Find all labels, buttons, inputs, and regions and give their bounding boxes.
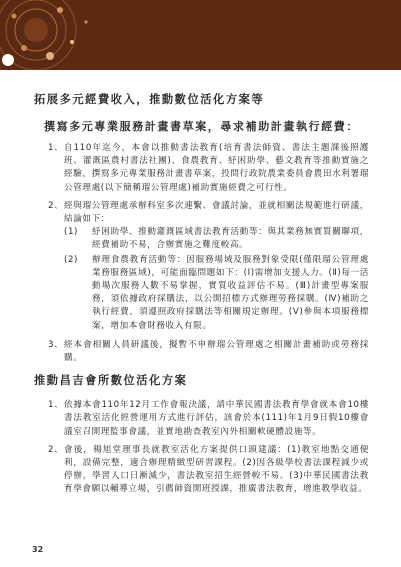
subheading: 撰寫多元專業服務計畫書草案，尋求補助計畫執行經費： xyxy=(44,120,359,133)
sub-item-number: (2) xyxy=(64,254,78,265)
decorative-circles-graphic xyxy=(0,0,401,70)
sub-item-text: 辦理食農教育活動等：因服務場域及服務對象受限(僅限瑠公管理處業務服務區域)，可能面臨問題如下：(Ⅰ)需增加支援人力。(Ⅱ)每一活動場次服務人數不易掌握，實質收益評估不易。(Ⅲ)計畫型專案服務，須依據政府採購法，以公開招標方式辦理勞務採購。(Ⅳ)補助之執行經費，須遵照政府採購法等相關規定辦理。(Ⅴ)參與本項服務標案，增加本會財務收入有限。 xyxy=(92,254,369,331)
list-item xyxy=(48,444,369,497)
list-item xyxy=(48,200,369,334)
item-text: 自110年迄今，本會以推動書法教育(培育書法師資、書法主題課後照護班、灌溉區農村書法社團)、食農教育、紓困助學、藝文教育等推動實施之經驗，撰寫多元專業服務計畫書草案，投問行政院農業委員會農田水利署瑠公管理處(以下簡稱瑠公管理處)補助實施經費之可行性。 xyxy=(64,143,369,193)
list-item xyxy=(48,142,369,195)
item-number: 1、 xyxy=(48,143,64,153)
item-number: 1、 xyxy=(48,400,64,411)
sub-item-text: 紓困助學、推動灌溉區域書法教育活動等：與其業務無實質關聯項，經費補助不易，合辦實施之難度較高。 xyxy=(92,227,369,251)
list-item xyxy=(48,399,369,439)
item-text: 會後，楊旭堂理事長就教室活化方案提供口頭建議：(1)教室地點交通便利，設備完整，適合辦理精緻型研習課程。(2)因各級學校書法課程減少或停辦，學習人口日漸減少，書法教室招生經營較不易。(3)中華民國書法教育學會願以輔導立場，引薦師資開班授課，推廣書法教育，增進教學收益。 xyxy=(64,444,369,495)
sub-item-number: (1) xyxy=(64,227,78,238)
page-number: 32 xyxy=(32,545,44,554)
item-number: 2、 xyxy=(48,200,64,211)
section-heading: 推動昌吉會所數位活化方案 xyxy=(34,374,188,388)
item-number: 3、 xyxy=(48,339,64,350)
item-text: 經與瑠公管理處承辦科室多次連繫、會議討論，並就相關法規範進行研議，結論如下： xyxy=(64,200,369,225)
item-text: 依據本會110年12月工作會報決議，請中華民國書法教育學會就本會10樓書法教室活化經營運用方式進行評估，該會於本(111)年1月9日假10樓會議室召開理監事會議，並實地勘查教室內外相關軟硬體設施等。 xyxy=(64,400,369,437)
header-band xyxy=(0,0,401,70)
sub-item xyxy=(64,226,369,252)
sub-item xyxy=(64,254,369,333)
item-number: 2、 xyxy=(48,444,64,455)
page-content xyxy=(34,92,369,502)
section-heading: 拓展多元經費收入，推動數位活化方案等 xyxy=(34,93,265,106)
list-item xyxy=(48,339,369,365)
item-text: 經本會相關人員研議後，擬暫不申辦瑠公管理處之相關計畫補助或勞務採購。 xyxy=(64,339,369,364)
